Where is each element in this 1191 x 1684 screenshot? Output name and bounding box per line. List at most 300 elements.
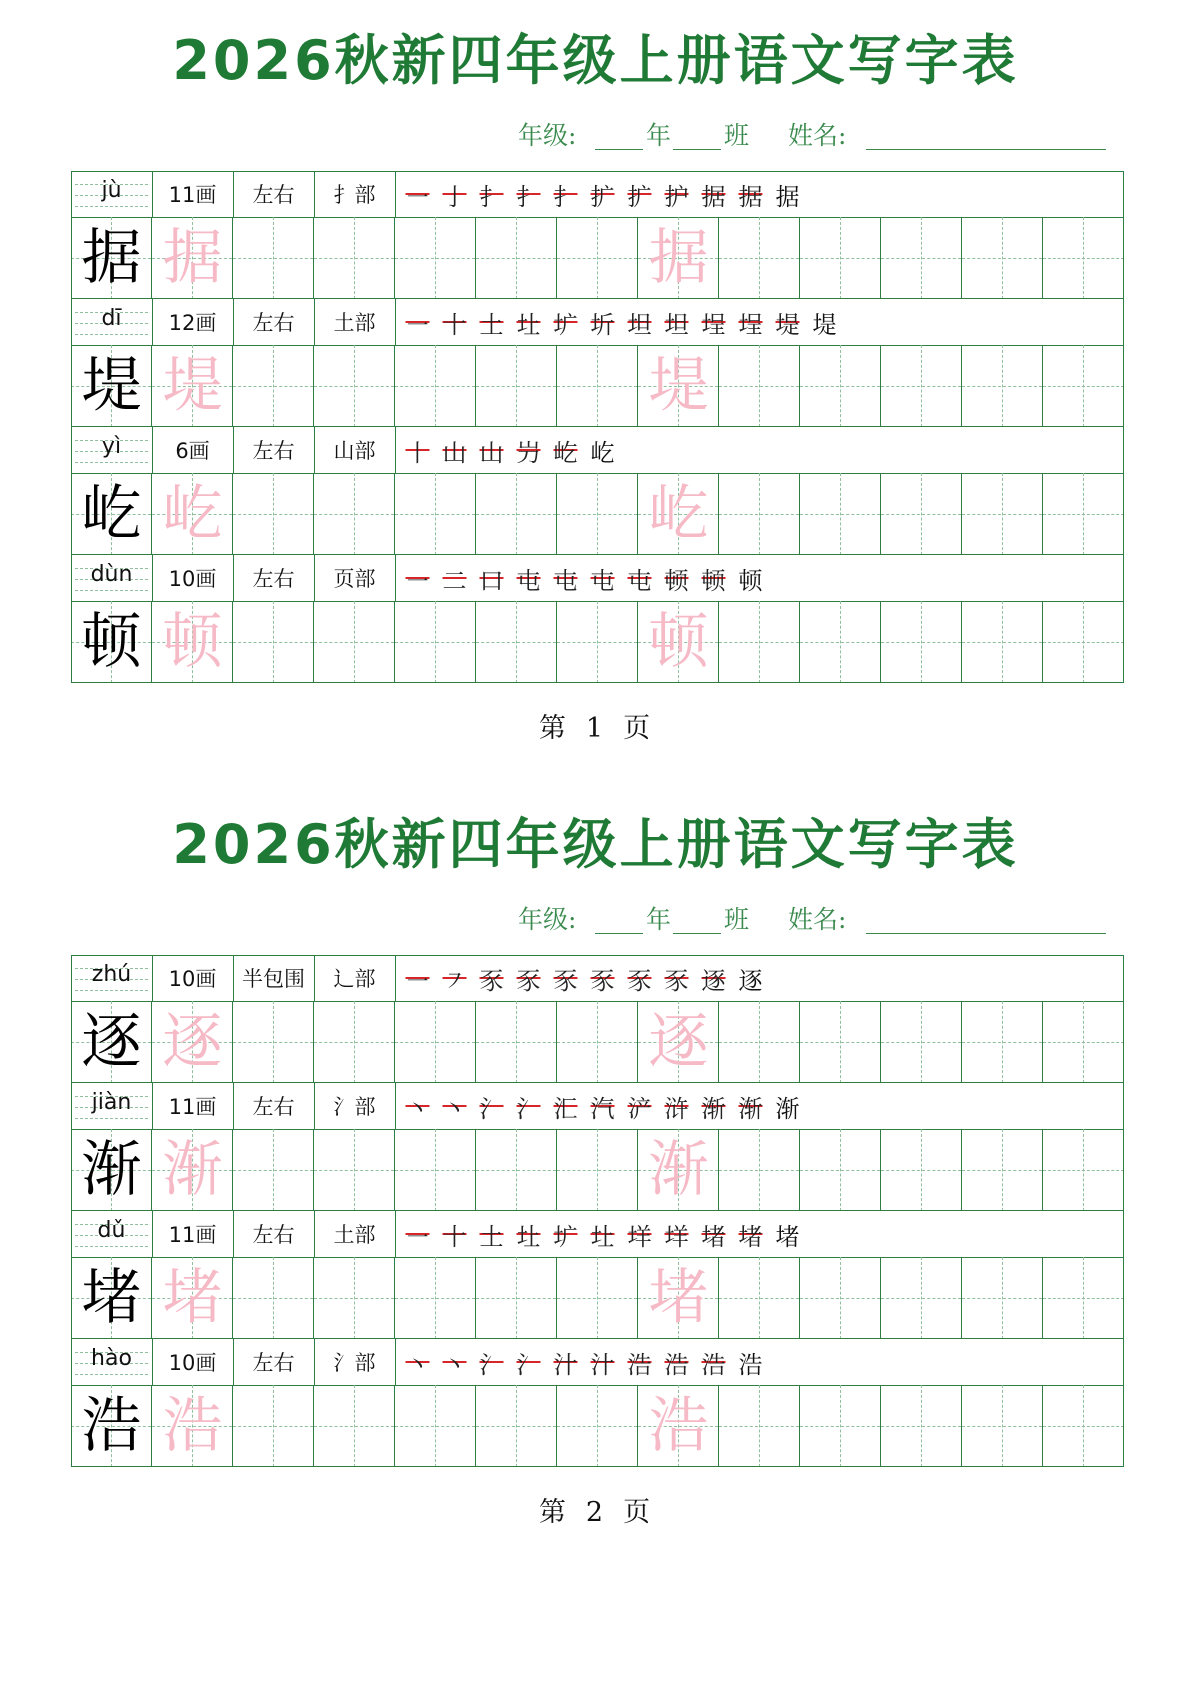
guide-vertical [840, 601, 841, 683]
practice-cell[interactable] [881, 1001, 962, 1083]
stroke-step: 浩 [738, 1350, 763, 1379]
stroke-step: 土 [479, 310, 504, 339]
practice-cell[interactable] [638, 473, 719, 555]
practice-cell[interactable] [800, 1001, 881, 1083]
guide-vertical [597, 473, 598, 555]
trace-character: 渐 [648, 1135, 709, 1205]
pinyin-box [71, 171, 152, 217]
guide-vertical [516, 345, 517, 427]
page-title: 2026秋新四年级上册语文写字表 [172, 813, 1019, 876]
practice-cell[interactable] [395, 217, 476, 299]
stroke-order [399, 1211, 806, 1257]
page-number-suffix: 页 [623, 1497, 653, 1528]
model-character: 浩 [81, 1391, 142, 1461]
practice-cell[interactable] [395, 345, 476, 427]
practice-cell[interactable] [962, 217, 1043, 299]
practice-cell[interactable] [233, 1129, 314, 1211]
practice-cell[interactable] [557, 1129, 638, 1211]
grade-label: 年级: [518, 121, 577, 150]
year-label: 年 [646, 905, 672, 934]
model-character: 据 [81, 223, 142, 293]
practice-cell[interactable] [638, 1129, 719, 1211]
stroke-step: 浐 [627, 1094, 652, 1123]
practice-cell[interactable] [314, 1385, 395, 1467]
page-title: 2026秋新四年级上册语文写字表 [172, 29, 1019, 92]
guide-vertical [435, 1129, 436, 1211]
stroke-step: 豕 [590, 966, 615, 995]
name-blank[interactable] [866, 933, 1106, 934]
guide-vertical [921, 473, 922, 555]
page-number-prefix: 第 [538, 713, 568, 744]
structure: 左右 [252, 1095, 295, 1119]
practice-cell[interactable] [800, 601, 881, 683]
practice-cell[interactable] [476, 345, 557, 427]
practice-cell[interactable] [233, 217, 314, 299]
stroke-step: 豕 [516, 966, 541, 995]
guide-vertical [516, 217, 517, 299]
practice-row [71, 601, 1124, 683]
pinyin: jù [101, 178, 122, 203]
practice-cell[interactable] [152, 1129, 233, 1211]
stroke-step: 顿 [701, 566, 726, 595]
pinyin-box [71, 1211, 152, 1257]
guide-vertical [597, 217, 598, 299]
practice-row [71, 345, 1124, 427]
column-divider [233, 555, 234, 601]
practice-cell[interactable] [800, 1385, 881, 1467]
guide-vertical [1002, 345, 1003, 427]
practice-cell[interactable] [476, 1129, 557, 1211]
practice-cell[interactable] [638, 217, 719, 299]
guide-vertical [435, 601, 436, 683]
practice-cell[interactable] [719, 217, 800, 299]
guide-vertical [516, 1001, 517, 1083]
trace-character: 逐 [162, 1007, 223, 1077]
practice-cell[interactable] [962, 1129, 1043, 1211]
practice-cell[interactable] [314, 473, 395, 555]
info-row [71, 299, 1124, 346]
practice-cell[interactable] [719, 601, 800, 683]
page-1 [0, 18, 1191, 778]
pinyin-guide-line [75, 1246, 148, 1247]
guide-vertical [273, 1257, 274, 1339]
practice-row [71, 217, 1124, 299]
model-character-cell [71, 601, 152, 683]
practice-cell[interactable] [719, 1129, 800, 1211]
guide-vertical [1083, 1001, 1084, 1083]
stroke-step: 扩 [627, 182, 652, 211]
guide-vertical [516, 473, 517, 555]
practice-cell[interactable] [638, 601, 719, 683]
radical: 辶部 [333, 967, 376, 991]
practice-cell[interactable] [962, 1257, 1043, 1339]
practice-cell[interactable] [233, 473, 314, 555]
practice-cell[interactable] [476, 473, 557, 555]
stroke-step: 堤 [812, 310, 837, 339]
practice-cell[interactable] [638, 1001, 719, 1083]
guide-vertical [273, 1385, 274, 1467]
guide-vertical [840, 345, 841, 427]
column-divider [314, 955, 315, 1001]
stroke-step: ㇐ [405, 310, 430, 339]
page-number [0, 706, 1191, 745]
model-character: 屹 [81, 479, 142, 549]
stroke-step: 屯 [516, 566, 541, 595]
guide-vertical [516, 1257, 517, 1339]
guide-vertical [759, 1385, 760, 1467]
stroke-step: 豕 [479, 966, 504, 995]
stroke-step: 山 [479, 438, 504, 467]
model-character: 逐 [81, 1007, 142, 1077]
guide-vertical [840, 217, 841, 299]
radical: 土部 [333, 311, 376, 335]
structure: 左右 [252, 439, 295, 463]
stroke-step: 屯 [627, 566, 652, 595]
practice-cell[interactable] [962, 1385, 1043, 1467]
practice-cell[interactable] [1043, 1129, 1124, 1211]
stroke-step: 豕 [664, 966, 689, 995]
page-number-suffix: 页 [623, 713, 653, 744]
stroke-step: 亅 [442, 182, 467, 211]
stroke-step: 氵 [479, 1350, 504, 1379]
class-label: 班 [724, 905, 750, 934]
practice-cell[interactable] [557, 1257, 638, 1339]
stroke-step: 丶 [442, 1350, 467, 1379]
structure: 左右 [252, 1223, 295, 1247]
stroke-step: 据 [738, 182, 763, 211]
radical: 氵部 [333, 1351, 376, 1375]
guide-vertical [597, 1001, 598, 1083]
model-character-cell [71, 1257, 152, 1339]
practice-cell[interactable] [557, 473, 638, 555]
column-divider [152, 955, 153, 1001]
practice-cell[interactable] [962, 473, 1043, 555]
stroke-step: 扩 [590, 182, 615, 211]
practice-cell[interactable] [314, 1129, 395, 1211]
guide-vertical [921, 1385, 922, 1467]
stroke-step: 渐 [775, 1094, 800, 1123]
practice-cell[interactable] [557, 601, 638, 683]
model-character-cell [71, 217, 152, 299]
practice-cell[interactable] [152, 1001, 233, 1083]
stroke-step: 垟 [664, 1222, 689, 1251]
name-blank[interactable] [866, 149, 1106, 150]
practice-cell[interactable] [719, 1257, 800, 1339]
practice-cell[interactable] [719, 1385, 800, 1467]
practice-cell[interactable] [881, 345, 962, 427]
practice-cell[interactable] [395, 1001, 476, 1083]
trace-character: 堵 [648, 1263, 709, 1333]
practice-cell[interactable] [1043, 601, 1124, 683]
stroke-order [399, 299, 843, 345]
practice-cell[interactable] [395, 1257, 476, 1339]
info-row [71, 555, 1124, 602]
page-number-prefix: 第 [538, 1497, 568, 1528]
practice-cell[interactable] [800, 473, 881, 555]
guide-vertical [759, 1129, 760, 1211]
year-label: 年 [646, 121, 672, 150]
practice-cell[interactable] [233, 1385, 314, 1467]
guide-vertical [921, 1257, 922, 1339]
practice-cell[interactable] [395, 601, 476, 683]
guide-vertical [1002, 1001, 1003, 1083]
guide-vertical [921, 1001, 922, 1083]
practice-cell[interactable] [476, 1257, 557, 1339]
guide-vertical [597, 1385, 598, 1467]
practice-cell[interactable] [881, 1385, 962, 1467]
structure: 左右 [252, 183, 295, 207]
column-divider [395, 171, 396, 217]
guide-vertical [1002, 1385, 1003, 1467]
practice-row [71, 1385, 1124, 1467]
stroke-step: 扌 [553, 182, 578, 211]
practice-cell[interactable] [476, 1385, 557, 1467]
stroke-step: 扌 [479, 182, 504, 211]
column-divider [233, 955, 234, 1001]
practice-cell[interactable] [152, 1385, 233, 1467]
guide-vertical [597, 601, 598, 683]
stroke-step: 圻 [590, 310, 615, 339]
practice-cell[interactable] [881, 217, 962, 299]
practice-cell[interactable] [233, 601, 314, 683]
practice-cell[interactable] [719, 473, 800, 555]
stroke-step: 屹 [590, 438, 615, 467]
practice-cell[interactable] [233, 1001, 314, 1083]
practice-cell[interactable] [1043, 1001, 1124, 1083]
radical: 氵部 [333, 1095, 376, 1119]
stroke-step: 氵 [516, 1350, 541, 1379]
stroke-order [399, 427, 621, 473]
trace-character: 渐 [162, 1135, 223, 1205]
practice-cell[interactable] [638, 1257, 719, 1339]
stroke-step: 口 [479, 566, 504, 595]
practice-row [71, 1129, 1124, 1211]
guide-vertical [273, 601, 274, 683]
stroke-step: 豕 [627, 966, 652, 995]
guide-vertical [1002, 473, 1003, 555]
column-divider [233, 427, 234, 473]
class-blank[interactable] [673, 933, 721, 934]
pinyin-box [71, 1339, 152, 1385]
guide-vertical [435, 345, 436, 427]
column-divider [395, 555, 396, 601]
practice-cell[interactable] [800, 1257, 881, 1339]
stroke-step: 圵 [516, 310, 541, 339]
stroke-step: 据 [775, 182, 800, 211]
trace-character: 据 [162, 223, 223, 293]
grade-blank[interactable] [595, 933, 643, 934]
practice-cell[interactable] [1043, 345, 1124, 427]
stroke-step: 堵 [775, 1222, 800, 1251]
practice-cell[interactable] [557, 217, 638, 299]
guide-vertical [597, 345, 598, 427]
guide-vertical [1002, 217, 1003, 299]
stroke-step: 浩 [627, 1350, 652, 1379]
practice-cell[interactable] [881, 1257, 962, 1339]
trace-character: 逐 [648, 1007, 709, 1077]
practice-cell[interactable] [638, 1385, 719, 1467]
trace-character: 顿 [648, 607, 709, 677]
stroke-count: 11画 [168, 183, 217, 207]
stroke-step: 浩 [664, 1350, 689, 1379]
stroke-step: 堤 [775, 310, 800, 339]
practice-cell[interactable] [152, 1257, 233, 1339]
column-divider [395, 955, 396, 1001]
guide-vertical [759, 473, 760, 555]
stroke-step: ㇐ [405, 1222, 430, 1251]
practice-cell[interactable] [719, 1001, 800, 1083]
model-character-cell [71, 1385, 152, 1467]
practice-cell[interactable] [314, 217, 395, 299]
stroke-order [399, 1083, 806, 1129]
stroke-step: 扌 [516, 182, 541, 211]
stroke-step: 十 [442, 1222, 467, 1251]
stroke-step: 护 [664, 182, 689, 211]
practice-cell[interactable] [395, 1129, 476, 1211]
guide-vertical [354, 601, 355, 683]
practice-cell[interactable] [881, 1129, 962, 1211]
guide-vertical [435, 473, 436, 555]
guide-vertical [759, 601, 760, 683]
practice-cell[interactable] [800, 345, 881, 427]
guide-vertical [1083, 1129, 1084, 1211]
practice-cell[interactable] [557, 1385, 638, 1467]
stroke-step: 屯 [553, 566, 578, 595]
guide-vertical [1002, 1129, 1003, 1211]
stroke-order [399, 1339, 769, 1385]
model-character: 堤 [81, 351, 142, 421]
stroke-step: 圵 [590, 1222, 615, 1251]
guide-vertical [273, 1129, 274, 1211]
guide-vertical [1083, 601, 1084, 683]
stroke-step: 渐 [738, 1094, 763, 1123]
practice-cell[interactable] [395, 473, 476, 555]
student-info-line [518, 900, 1123, 940]
guide-vertical [354, 1257, 355, 1339]
column-divider [314, 299, 315, 345]
practice-cell[interactable] [1043, 1385, 1124, 1467]
pinyin-box [71, 955, 152, 1001]
pinyin-guide-line [75, 990, 148, 991]
column-divider [395, 427, 396, 473]
trace-character: 屹 [648, 479, 709, 549]
name-label: 姓名: [788, 905, 847, 934]
guide-vertical [273, 345, 274, 427]
pinyin: dùn [90, 562, 133, 587]
pinyin-box [71, 299, 152, 345]
info-row [71, 1339, 1124, 1386]
stroke-step: 埕 [701, 310, 726, 339]
stroke-step: 圹 [553, 310, 578, 339]
practice-cell[interactable] [314, 1257, 395, 1339]
practice-cell[interactable] [395, 1385, 476, 1467]
practice-cell[interactable] [152, 601, 233, 683]
pinyin: hào [91, 1346, 132, 1371]
pinyin-box [71, 555, 152, 601]
practice-cell[interactable] [233, 1257, 314, 1339]
stroke-step: 垟 [627, 1222, 652, 1251]
column-divider [152, 555, 153, 601]
practice-cell[interactable] [314, 1001, 395, 1083]
stroke-step: 顿 [664, 566, 689, 595]
practice-cell[interactable] [557, 1001, 638, 1083]
practice-cell[interactable] [314, 601, 395, 683]
structure: 左右 [252, 567, 295, 591]
practice-cell[interactable] [1043, 217, 1124, 299]
guide-vertical [840, 1385, 841, 1467]
class-blank[interactable] [673, 149, 721, 150]
stroke-step: ㇇ [442, 966, 467, 995]
stroke-step: 山 [442, 438, 467, 467]
trace-character: 屹 [162, 479, 223, 549]
guide-vertical [435, 1257, 436, 1339]
practice-cell[interactable] [233, 345, 314, 427]
practice-cell[interactable] [800, 1129, 881, 1211]
page-number-value: 2 [585, 1497, 606, 1528]
stroke-step: 丶 [405, 1350, 430, 1379]
practice-cell[interactable] [152, 345, 233, 427]
column-divider [314, 427, 315, 473]
guide-vertical [1002, 601, 1003, 683]
guide-vertical [354, 217, 355, 299]
practice-cell[interactable] [476, 601, 557, 683]
practice-cell[interactable] [1043, 1257, 1124, 1339]
practice-cell[interactable] [962, 345, 1043, 427]
practice-cell[interactable] [881, 473, 962, 555]
practice-cell[interactable] [476, 217, 557, 299]
pinyin: jiàn [91, 1090, 132, 1115]
guide-vertical [840, 1129, 841, 1211]
class-label: 班 [724, 121, 750, 150]
grade-blank[interactable] [595, 149, 643, 150]
guide-vertical [354, 1001, 355, 1083]
practice-cell[interactable] [881, 601, 962, 683]
practice-row [71, 1001, 1124, 1083]
practice-cell[interactable] [800, 217, 881, 299]
practice-cell[interactable] [152, 473, 233, 555]
practice-cell[interactable] [638, 345, 719, 427]
model-character-cell [71, 1001, 152, 1083]
character-table [71, 171, 1124, 683]
stroke-step: 汁 [553, 1350, 578, 1379]
structure: 左右 [252, 1351, 295, 1375]
trace-character: 堵 [162, 1263, 223, 1333]
stroke-step: 屹 [553, 438, 578, 467]
column-divider [314, 1083, 315, 1129]
stroke-step: 渐 [701, 1094, 726, 1123]
column-divider [233, 299, 234, 345]
practice-cell[interactable] [1043, 473, 1124, 555]
practice-cell[interactable] [962, 601, 1043, 683]
stroke-order [399, 555, 769, 601]
stroke-count: 12画 [168, 311, 217, 335]
guide-vertical [759, 217, 760, 299]
practice-cell[interactable] [557, 345, 638, 427]
practice-cell[interactable] [152, 217, 233, 299]
column-divider [233, 171, 234, 217]
stroke-count: 10画 [168, 1351, 217, 1375]
info-row [71, 171, 1124, 218]
column-divider [233, 1083, 234, 1129]
practice-cell[interactable] [719, 345, 800, 427]
radical: 山部 [333, 439, 376, 463]
practice-cell[interactable] [314, 345, 395, 427]
stroke-step: 堵 [738, 1222, 763, 1251]
practice-cell[interactable] [476, 1001, 557, 1083]
stroke-step: 浒 [664, 1094, 689, 1123]
guide-vertical [840, 473, 841, 555]
practice-cell[interactable] [962, 1001, 1043, 1083]
